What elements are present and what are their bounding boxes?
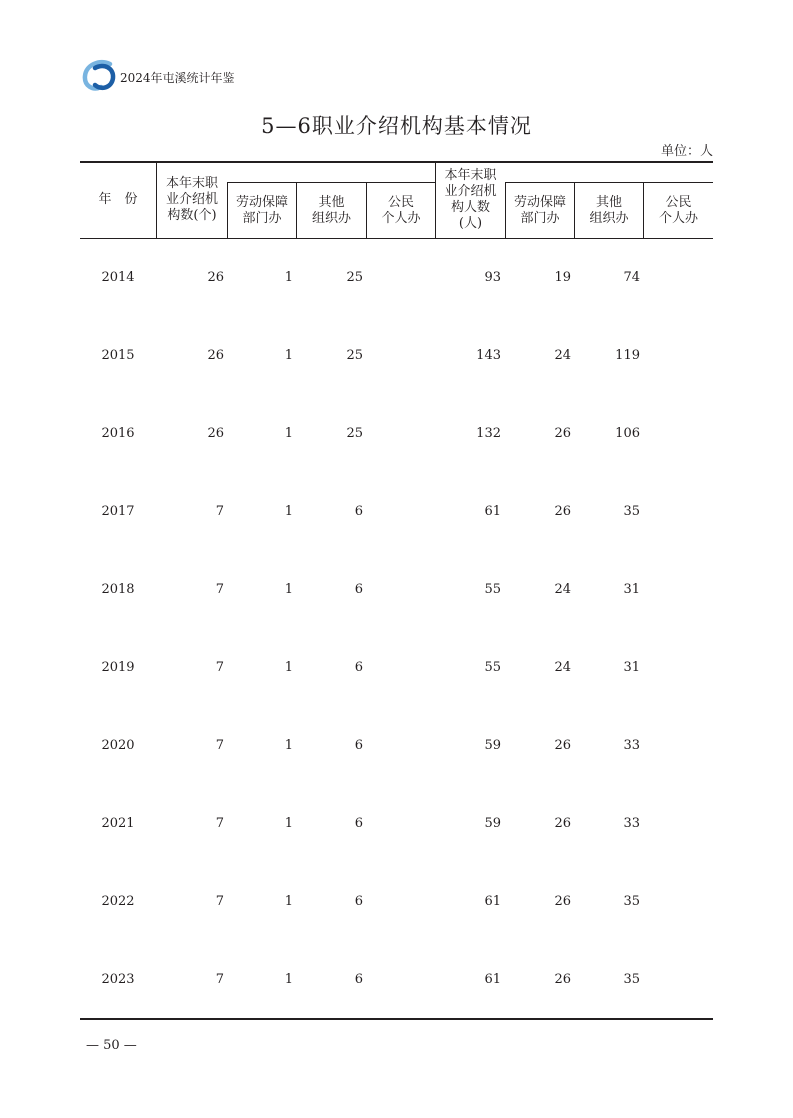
cell-year: 2017 — [101, 504, 135, 519]
cell-year: 2022 — [101, 894, 135, 909]
cell-staff-labor: 26 — [554, 504, 571, 519]
cell-inst-other: 25 — [346, 270, 363, 285]
cell-staff-total: 59 — [484, 816, 501, 831]
table-row — [80, 814, 713, 834]
cell-staff-other: 33 — [623, 816, 640, 831]
cell-inst-other: 6 — [354, 972, 363, 987]
cell-inst-other: 6 — [354, 582, 363, 597]
book-title: 2024年屯溪统计年鉴 — [120, 71, 235, 85]
col-header-staff-labor: 劳动保障 部门办 — [513, 194, 566, 226]
cell-staff-other: 106 — [615, 426, 640, 441]
table-row — [80, 892, 713, 912]
cell-staff-other: 33 — [623, 738, 640, 753]
col-header-inst-labor: 劳动保障 部门办 — [235, 194, 288, 226]
table-row — [80, 502, 713, 522]
cell-inst-total: 26 — [207, 348, 224, 363]
cell-year: 2023 — [101, 972, 135, 987]
cell-year: 2015 — [101, 348, 135, 363]
cell-inst-labor: 1 — [284, 348, 293, 363]
cell-inst-other: 25 — [346, 348, 363, 363]
col-header-year: 年 份 — [98, 192, 138, 207]
cell-staff-other: 31 — [623, 582, 640, 597]
cell-staff-total: 61 — [484, 972, 501, 987]
col-header-staff-total: 本年末职 业介绍机 构人数 (人) — [444, 168, 497, 231]
cell-staff-other: 35 — [623, 504, 640, 519]
cell-year: 2020 — [101, 738, 135, 753]
cell-inst-labor: 1 — [284, 270, 293, 285]
cell-staff-labor: 26 — [554, 972, 571, 987]
yearbook-logo-icon — [80, 58, 120, 94]
cell-inst-total: 7 — [215, 504, 224, 519]
cell-year: 2016 — [101, 426, 135, 441]
cell-inst-other: 6 — [354, 816, 363, 831]
cell-staff-total: 143 — [476, 348, 501, 363]
cell-year: 2021 — [101, 816, 135, 831]
table-row — [80, 424, 713, 444]
cell-inst-total: 26 — [207, 270, 224, 285]
cell-inst-other: 6 — [354, 660, 363, 675]
cell-staff-labor: 26 — [554, 738, 571, 753]
table-row — [80, 268, 713, 288]
cell-staff-labor: 26 — [554, 894, 571, 909]
cell-inst-total: 7 — [215, 660, 224, 675]
cell-year: 2019 — [101, 660, 135, 675]
cell-inst-total: 7 — [215, 894, 224, 909]
cell-inst-total: 26 — [207, 426, 224, 441]
cell-inst-other: 6 — [354, 504, 363, 519]
cell-inst-labor: 1 — [284, 894, 293, 909]
cell-staff-labor: 19 — [554, 270, 571, 285]
cell-inst-other: 6 — [354, 738, 363, 753]
cell-inst-labor: 1 — [284, 660, 293, 675]
cell-inst-labor: 1 — [284, 972, 293, 987]
cell-staff-total: 93 — [484, 270, 501, 285]
col-header-staff-private: 公民 个人办 — [658, 194, 698, 226]
cell-staff-total: 61 — [484, 504, 501, 519]
page-number: — 50 — — [86, 1038, 137, 1053]
col-header-staff-other: 其他 组织办 — [589, 194, 629, 226]
cell-year: 2014 — [101, 270, 135, 285]
cell-staff-total: 132 — [476, 426, 501, 441]
cell-staff-labor: 26 — [554, 426, 571, 441]
cell-staff-total: 59 — [484, 738, 501, 753]
cell-year: 2018 — [101, 582, 135, 597]
cell-staff-other: 31 — [623, 660, 640, 675]
cell-staff-total: 61 — [484, 894, 501, 909]
cell-staff-labor: 24 — [554, 660, 571, 675]
table-title: 5—6职业介绍机构基本情况 — [261, 114, 532, 138]
cell-inst-total: 7 — [215, 738, 224, 753]
cell-inst-total: 7 — [215, 972, 224, 987]
cell-staff-other: 119 — [615, 348, 640, 363]
table-row — [80, 970, 713, 990]
table-row — [80, 580, 713, 600]
cell-inst-total: 7 — [215, 582, 224, 597]
cell-inst-other: 6 — [354, 894, 363, 909]
cell-staff-other: 74 — [623, 270, 640, 285]
cell-staff-labor: 26 — [554, 816, 571, 831]
cell-inst-labor: 1 — [284, 816, 293, 831]
cell-inst-labor: 1 — [284, 738, 293, 753]
col-header-inst-total: 本年末职 业介绍机 构数(个) — [165, 176, 218, 223]
cell-staff-total: 55 — [484, 660, 501, 675]
cell-staff-labor: 24 — [554, 348, 571, 363]
cell-inst-labor: 1 — [284, 582, 293, 597]
cell-inst-labor: 1 — [284, 426, 293, 441]
cell-inst-total: 7 — [215, 816, 224, 831]
cell-staff-other: 35 — [623, 972, 640, 987]
table-row — [80, 346, 713, 366]
col-header-inst-private: 公民 个人办 — [381, 194, 421, 226]
table-row — [80, 658, 713, 678]
cell-staff-other: 35 — [623, 894, 640, 909]
unit-label: 单位：人 — [660, 144, 713, 159]
cell-inst-other: 25 — [346, 426, 363, 441]
table-row — [80, 736, 713, 756]
col-header-inst-other: 其他 组织办 — [311, 194, 351, 226]
cell-staff-labor: 24 — [554, 582, 571, 597]
cell-inst-labor: 1 — [284, 504, 293, 519]
table-body — [80, 239, 713, 1019]
cell-staff-total: 55 — [484, 582, 501, 597]
